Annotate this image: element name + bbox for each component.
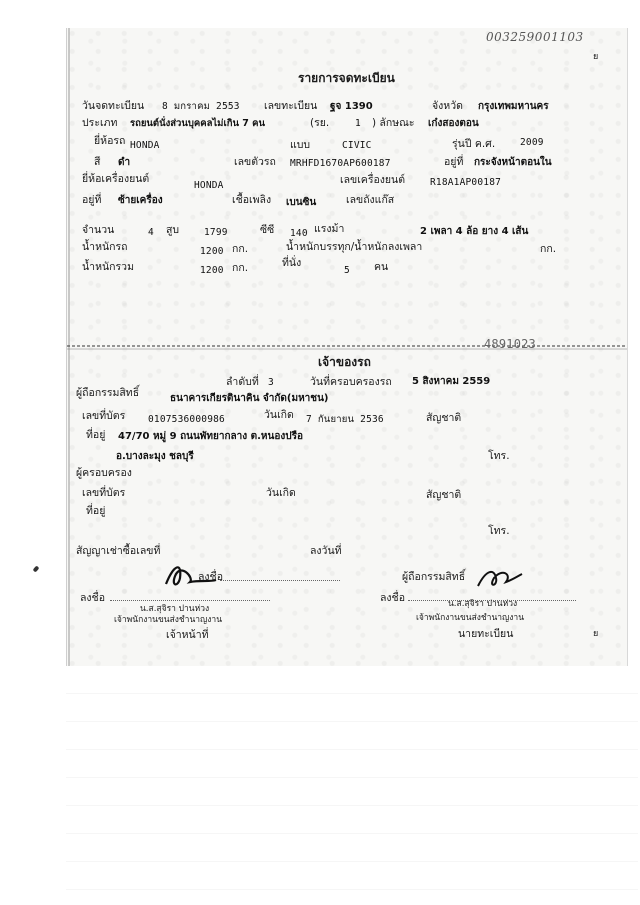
contract-date-label: ลงวันที่ — [310, 545, 342, 557]
own-date-label: วันที่ครอบครองรถ — [310, 376, 392, 388]
possessor-nat-label: สัญชาติ — [426, 489, 462, 501]
engine-no-label: เลขเครื่องยนต์ — [340, 174, 406, 186]
type-label: ประเภท — [82, 117, 118, 129]
model-label: แบบ — [290, 139, 311, 151]
faint-number: 4891023 — [484, 337, 536, 351]
horsepower: 140 — [290, 228, 308, 239]
weight-label: น้ำหนักรถ — [82, 241, 128, 253]
vin: MRHFD1670AP600187 — [290, 158, 391, 169]
contract-label: สัญญาเช่าซื้อเลขที่ — [76, 545, 161, 557]
engine-loc-label: อยู่ที่ — [82, 194, 102, 206]
body-type: เก๋งสองตอน — [428, 118, 479, 129]
left-officer-name: น.ส.สุจิรา ปานห่วง — [140, 604, 210, 614]
model-year: 2009 — [520, 137, 544, 148]
vin-location: กระจังหน้าตอนใน — [474, 157, 552, 168]
count-label: จำนวน — [82, 224, 115, 236]
seats-label: ที่นั่ง — [282, 257, 302, 269]
cylinders: 4 — [148, 227, 154, 238]
owner-order: 3 — [268, 377, 274, 388]
possessor-dob-label: วันเกิด — [266, 487, 296, 499]
possessor-addr-label: ที่อยู่ — [86, 505, 106, 517]
color-label: สี — [94, 156, 101, 168]
engine-no: R18A1AP00187 — [430, 177, 502, 188]
punch-mark — [33, 565, 40, 572]
left-sign-line — [220, 580, 340, 581]
plate-number: ฐจ 1390 — [330, 101, 373, 112]
left-officer-title2: เจ้าหน้าที่ — [166, 629, 209, 641]
vin-location-label: อยู่ที่ — [444, 156, 464, 168]
owner-address-line1: 47/70 หมู่ 9 ถนนพัทยากลาง ต.หนองปรือ — [118, 431, 303, 442]
owner-nat-label: สัญชาติ — [426, 412, 462, 424]
right-sign-label: ผู้ถือกรรมสิทธิ์ — [402, 571, 466, 583]
corner-mark: ย — [593, 52, 599, 62]
total-weight-label: น้ำหนักรวม — [82, 261, 134, 273]
owner-id-label: เลขที่บัตร — [82, 410, 126, 422]
kg-unit-2: กก. — [540, 243, 557, 255]
right-officer-name: น.ส.สุจิรา ปานห่วง — [448, 599, 518, 609]
possessor-label: ผู้ครอบครอง — [76, 467, 132, 479]
province-label: จังหวัด — [432, 100, 463, 112]
gas-tank-label: เลขถังแก๊ส — [346, 194, 395, 206]
right-officer-title2: นายทะเบียน — [458, 628, 514, 640]
displacement: 1799 — [204, 227, 228, 238]
reg-date: 8 มกราคม 2553 — [162, 101, 240, 112]
handwritten-doc-number: 003259001103 — [486, 30, 584, 44]
load-label: น้ำหนักบรรทุก/น้ำหนักลงเพลา — [286, 241, 423, 253]
plate-label: เลขทะเบียน — [264, 100, 318, 112]
owner-addr-label: ที่อยู่ — [86, 429, 106, 441]
holder-name: ธนาคารเกียรตินาคิน จำกัด(มหาชน) — [170, 393, 329, 404]
make: HONDA — [130, 140, 160, 151]
left-sign2-line — [110, 600, 270, 601]
model: CIVIC — [342, 140, 372, 151]
holder-label: ผู้ถือกรรมสิทธิ์ — [76, 387, 140, 399]
make-label: ยี่ห้อรถ — [94, 135, 126, 147]
order-label: ลำดับที่ — [226, 376, 259, 388]
left-sign2-label: ลงชื่อ — [80, 592, 105, 604]
seats-unit: คน — [374, 261, 389, 273]
bottom-mark: ย — [593, 629, 599, 639]
seats: 5 — [344, 265, 350, 276]
underlying-page — [66, 666, 638, 905]
left-sign-label: ลงชื่อ — [198, 571, 223, 583]
owner-dob: 7 กันยายน 2536 — [306, 414, 384, 425]
owner-dob-label: วันเกิด — [264, 409, 294, 421]
cyl-label: สูบ — [166, 224, 180, 236]
reg-date-label: วันจดทะเบียน — [82, 100, 145, 112]
owner-title: เจ้าของรถ — [318, 355, 371, 369]
char-label: ) ลักษณะ — [372, 117, 415, 129]
cc-label: ซีซี — [260, 224, 275, 236]
engine-location: ซ้ายเครื่อง — [118, 195, 163, 206]
axles-wheels: 2 เพลา 4 ล้อ ยาง 4 เส้น — [420, 226, 529, 237]
engine-make-label: ยี่ห้อเครื่องยนต์ — [82, 173, 150, 185]
hp-label: แรงม้า — [314, 223, 345, 235]
owner-id: 0107536000986 — [148, 414, 225, 425]
year-label: รุ่นปี ค.ศ. — [452, 138, 496, 150]
engine-make: HONDA — [194, 180, 224, 191]
left-officer-title1: เจ้าพนักงานขนส่งชำนาญงาน — [114, 615, 223, 625]
right-sign2-label: ลงชื่อ — [380, 592, 405, 604]
vehicle-weight: 1200 — [200, 246, 224, 257]
possessor-tel-label: โทร. — [488, 525, 510, 537]
fuel-label: เชื้อเพลิง — [232, 194, 272, 206]
color: ดำ — [118, 157, 131, 168]
rs-code: 1 — [355, 118, 361, 129]
kg-unit-1: กก. — [232, 243, 249, 255]
kg-unit-3: กก. — [232, 262, 249, 274]
registration-title: รายการจดทะเบียน — [298, 71, 395, 85]
vehicle-type: รถยนต์นั่งส่วนบุคคลไม่เกิน 7 คน — [130, 118, 266, 129]
own-date: 5 สิงหาคม 2559 — [412, 376, 491, 387]
total-weight: 1200 — [200, 265, 224, 276]
possessor-id-label: เลขที่บัตร — [82, 487, 126, 499]
fuel: เบนซิน — [286, 197, 317, 208]
right-officer-title1: เจ้าพนักงานขนส่งชำนาญงาน — [416, 613, 525, 623]
province: กรุงเทพมหานคร — [478, 101, 549, 112]
owner-address-line2: อ.บางละมุง ชลบุรี — [116, 451, 194, 462]
owner-tel-label: โทร. — [488, 450, 510, 462]
right-signature-image — [474, 564, 524, 592]
rs-label: (รย. — [310, 117, 330, 129]
vin-label: เลขตัวรถ — [234, 156, 276, 168]
